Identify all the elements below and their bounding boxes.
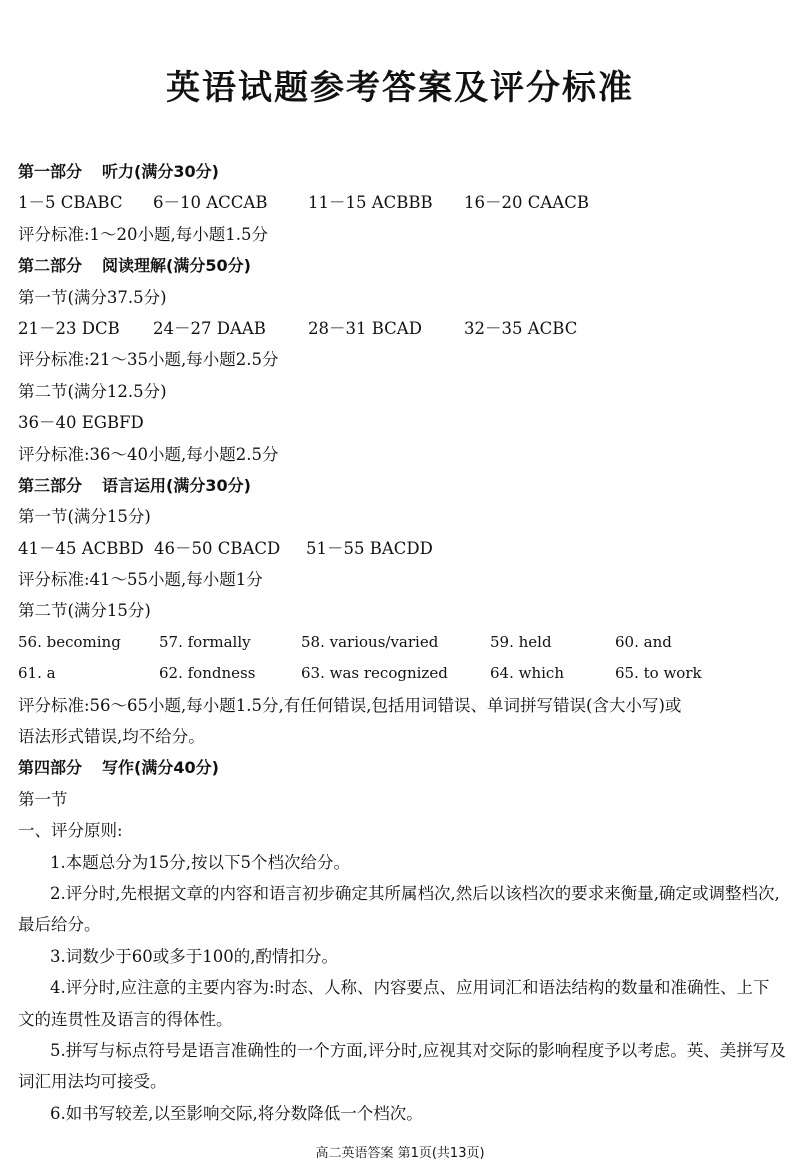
part2-section1-answers [18,313,786,344]
part3-section2-row2 [18,658,786,689]
part3-section1-scoring: 评分标准:41～55小题,每小题1分 [18,570,263,590]
answer-cell: 56. becoming [18,632,121,651]
answer-cell: 57. formally [159,632,251,651]
answer-group: 1－5 CBABC [18,193,123,213]
part3-section2-scoring-line1: 评分标准:56～65小题,每小题1.5分,有任何错误,包括用词错误、单词拼写错误(含大小写)或 [18,695,682,715]
answer-cell: 58. various/varied [301,632,439,651]
answer-cell: 59. held [490,632,552,651]
answer-group: 41－45 ACBBD [18,538,144,558]
answer-group: 11－15 ACBBB [308,193,433,213]
answer-group: 6－10 ACCAB [153,193,268,213]
answer-group: 24－27 DAAB [153,318,266,338]
page-title: 英语试题参考答案及评分标准 [166,68,634,108]
part1-title: 听力(满分30分) [102,162,219,181]
principle-item: 5.拼写与标点符号是语言准确性的一个方面,评分时,应视其对交际的影响程度予以考虑。英、美拼写及词汇用法均可接受。 [18,1041,786,1092]
answer-group: 21－23 DCB [18,318,120,338]
part1-label: 第一部分 [18,162,83,181]
answer-group: 16－20 CAACB [464,193,589,213]
principles-title: 一、评分原则: [18,821,123,841]
part2-label: 第二部分 [18,256,83,276]
part3-section1-title: 第一节(满分15分) [18,507,151,527]
answer-group: 46－50 CBACD [154,538,281,558]
page-footer: 高二英语答案 第1页(共13页) [315,1146,485,1161]
part2-heading [18,250,786,281]
part4-label: 第四部分 [18,758,83,778]
part2-section2-scoring: 评分标准:36～40小题,每小题2.5分 [18,444,279,464]
part2-section2-title: 第二节(满分12.5分) [18,381,167,401]
part1-answers [18,187,786,218]
part3-label: 第三部分 [18,475,83,495]
answer-content [18,156,786,1129]
principle-item: 2.评分时,先根据文章的内容和语言初步确定其所属档次,然后以该档次的要求来衡量,确定或调整档次,最后给分。 [18,884,780,935]
part3-heading [18,470,786,501]
part2-section1-scoring: 评分标准:21～35小题,每小题2.5分 [18,350,279,370]
principle-item: 3.词数少于60或多于100的,酌情扣分。 [50,946,338,966]
answer-group: 32－35 ACBC [464,318,578,338]
answer-group: 28－31 BCAD [308,318,422,338]
part3-title: 语言运用(满分30分) [102,475,251,495]
part2-title: 阅读理解(满分50分) [102,256,251,276]
part4-title: 写作(满分40分) [102,758,219,778]
part4-section1-title: 第一节 [18,789,68,809]
part1-scoring: 评分标准:1～20小题,每小题1.5分 [18,224,269,244]
answer-cell: 61. a [18,664,56,683]
answer-group: 51－55 BACDD [306,538,433,558]
principle-item: 1.本题总分为15分,按以下5个档次给分。 [50,852,350,872]
part2-section2-answers: 36－40 EGBFD [18,413,144,433]
part3-section2-row1 [18,627,786,658]
answer-cell: 60. and [615,632,672,651]
part3-section2-scoring-line2: 语法形式错误,均不给分。 [18,727,205,747]
part3-section1-answers [18,533,786,564]
principle-item: 4.评分时,应注意的主要内容为:时态、人称、内容要点、应用词汇和语法结构的数量和准确性、上下文的连贯性及语言的得体性。 [18,978,770,1029]
answer-cell: 62. fondness [159,664,256,683]
part3-section2-title: 第二节(满分15分) [18,601,151,621]
answer-cell: 65. to work [615,664,702,683]
answer-cell: 64. which [490,664,564,683]
part2-section1-title: 第一节(满分37.5分) [18,287,167,307]
principle-item: 6.如书写较差,以至影响交际,将分数降低一个档次。 [50,1103,423,1123]
part4-heading [18,752,786,783]
answer-cell: 63. was recognized [301,664,448,683]
part1-heading [18,156,786,187]
